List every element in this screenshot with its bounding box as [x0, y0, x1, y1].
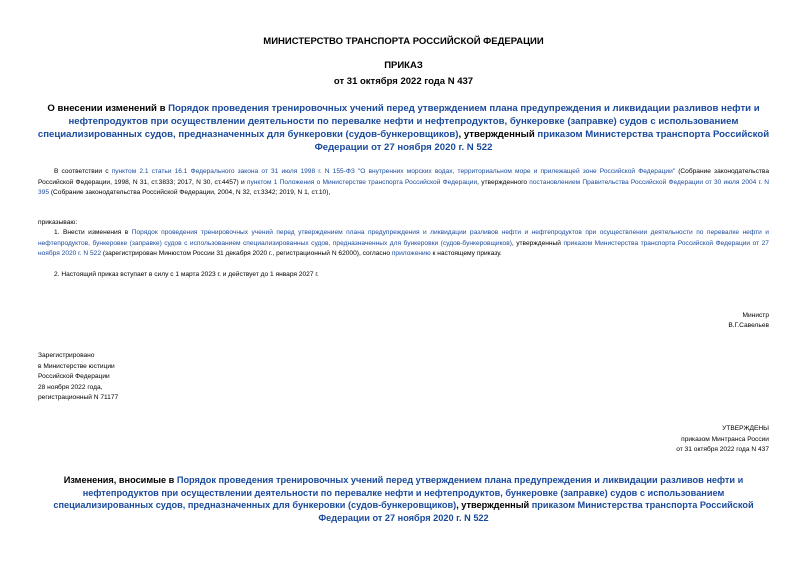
signer-name: В.Г.Савельев [728, 322, 769, 329]
appendix-procedure-link[interactable]: Порядок проведения тренировочных учений перед утверждением плана предупреждения и ликвидации разливов нефти и нефтепродуктов при осуществлении деятельности по перевалке нефти и нефтепродуктов, бункеровке (заправке) судов с использованием специализированных судов, предназначенных для бункеровки (судов-бункеровщиков) [53, 475, 744, 510]
clause-1-order-link[interactable]: приказом Министерства транспорта Российской Федерации от 27 ноября 2020 г. N 522 [38, 239, 769, 257]
approval-line-3: от 31 октября 2022 года N 437 [676, 446, 769, 453]
clause-1-paragraph [38, 228, 769, 260]
preamble-text-a: В соответствии с [54, 168, 112, 175]
doc-date-number: от 31 октября 2022 года N 437 [333, 76, 474, 87]
title-procedure-link[interactable]: Порядок проведения тренировочных учений перед утверждением плана предупреждения и ликвидации разливов нефти и нефтепродуктов при осуществлении деятельности по перевалке нефти и нефтепродуктов, бункеровке (заправке) судов с использованием специализированных судов, предназначенных для бункеровки (судов-бункеровщиков) [37, 103, 760, 140]
clause-1-text-c: (зарегистрирован Минюстом России 31 декабря 2020 г., регистрационный N 62000), согласно [101, 250, 392, 257]
appendix-link[interactable]: приложению [391, 250, 431, 257]
federal-law-link[interactable]: пунктом 2.1 статьи 16.1 Федерального закона от 31 июля 1998 г. N 155-ФЗ "О внутренних морских водах, территориальном море и прилежащей зоне Российской Федерации" [111, 168, 676, 175]
approval-line-2: приказом Минтранса России [681, 435, 769, 443]
appendix-title-middle: , утвержденный [456, 500, 532, 510]
clause-1-procedure-link[interactable]: Порядок проведения тренировочных учений перед утверждением плана предупреждения и ликвидации разливов нефти и нефтепродуктов при осуществлении деятельности по перевалке нефти и нефтепродуктов, бункеровке (заправке) судов с использованием специализированных судов, предназначенных для бункеровки (судов-бункеровщиков) [38, 229, 769, 247]
document-title [36, 102, 771, 154]
title-middle: , утвержденный [458, 129, 538, 140]
clause-1-text-d: к настоящему приказу. [430, 250, 502, 257]
registration-line-3: Российской Федерации [38, 373, 110, 380]
registration-line-1: Зарегистрировано [38, 352, 95, 359]
preamble-paragraph [38, 167, 769, 199]
clause-2-paragraph: 2. Настоящий приказ вступает в силу с 1 марта 2023 г. и действует до 1 января 2027 г. [54, 271, 319, 278]
approval-block [676, 424, 769, 456]
title-order-link[interactable]: приказом Министерства транспорта Российской Федерации от 27 ноября 2020 г. N 522 [314, 129, 770, 153]
ministry-regulation-link[interactable]: пунктом 1 Положения о Министерстве транспорта Российской Федерации [246, 178, 478, 186]
preamble-text-d: (Собрание законодательства Российской Федерации, 2004, N 32, ст.3342; 2019, N 1, ст.10), [49, 189, 331, 196]
ministry-heading: МИНИСТЕРСТВО ТРАНСПОРТА РОССИЙСКОЙ ФЕДЕРАЦИИ [263, 36, 544, 47]
clause-1-text-a: 1. Внести изменения в [54, 229, 132, 236]
government-decree-link[interactable]: постановлением Правительства Российской Федерации от 30 июля 2004 г. N 395 [38, 178, 769, 196]
clause-1-text-b: , утвержденный [511, 239, 564, 247]
approval-line-1: УТВЕРЖДЕНЫ [722, 425, 769, 432]
appendix-order-link[interactable]: приказом Министерства транспорта Российской Федерации от 27 ноября 2020 г. N 522 [318, 500, 754, 523]
doc-type-heading: ПРИКАЗ [384, 60, 423, 71]
preamble-text-b: (Собрание законодательства Российской Федерации, 1998, N 31, ст.3833; 2017, N 30, ст.4457) и [38, 168, 769, 186]
title-prefix: О внесении изменений в [47, 103, 169, 114]
registration-line-2: в Министерстве юстиции [38, 362, 115, 370]
order-word: приказываю: [38, 219, 78, 226]
registration-line-5: регистрационный N 71177 [38, 394, 119, 401]
preamble-text-c: , утвержденного [477, 178, 530, 186]
registration-line-4: 28 ноября 2022 года, [38, 383, 103, 391]
signer-position: Министр [742, 312, 769, 319]
registration-block [38, 351, 118, 404]
appendix-title [36, 474, 771, 524]
appendix-title-prefix: Изменения, вносимые в [63, 475, 177, 485]
